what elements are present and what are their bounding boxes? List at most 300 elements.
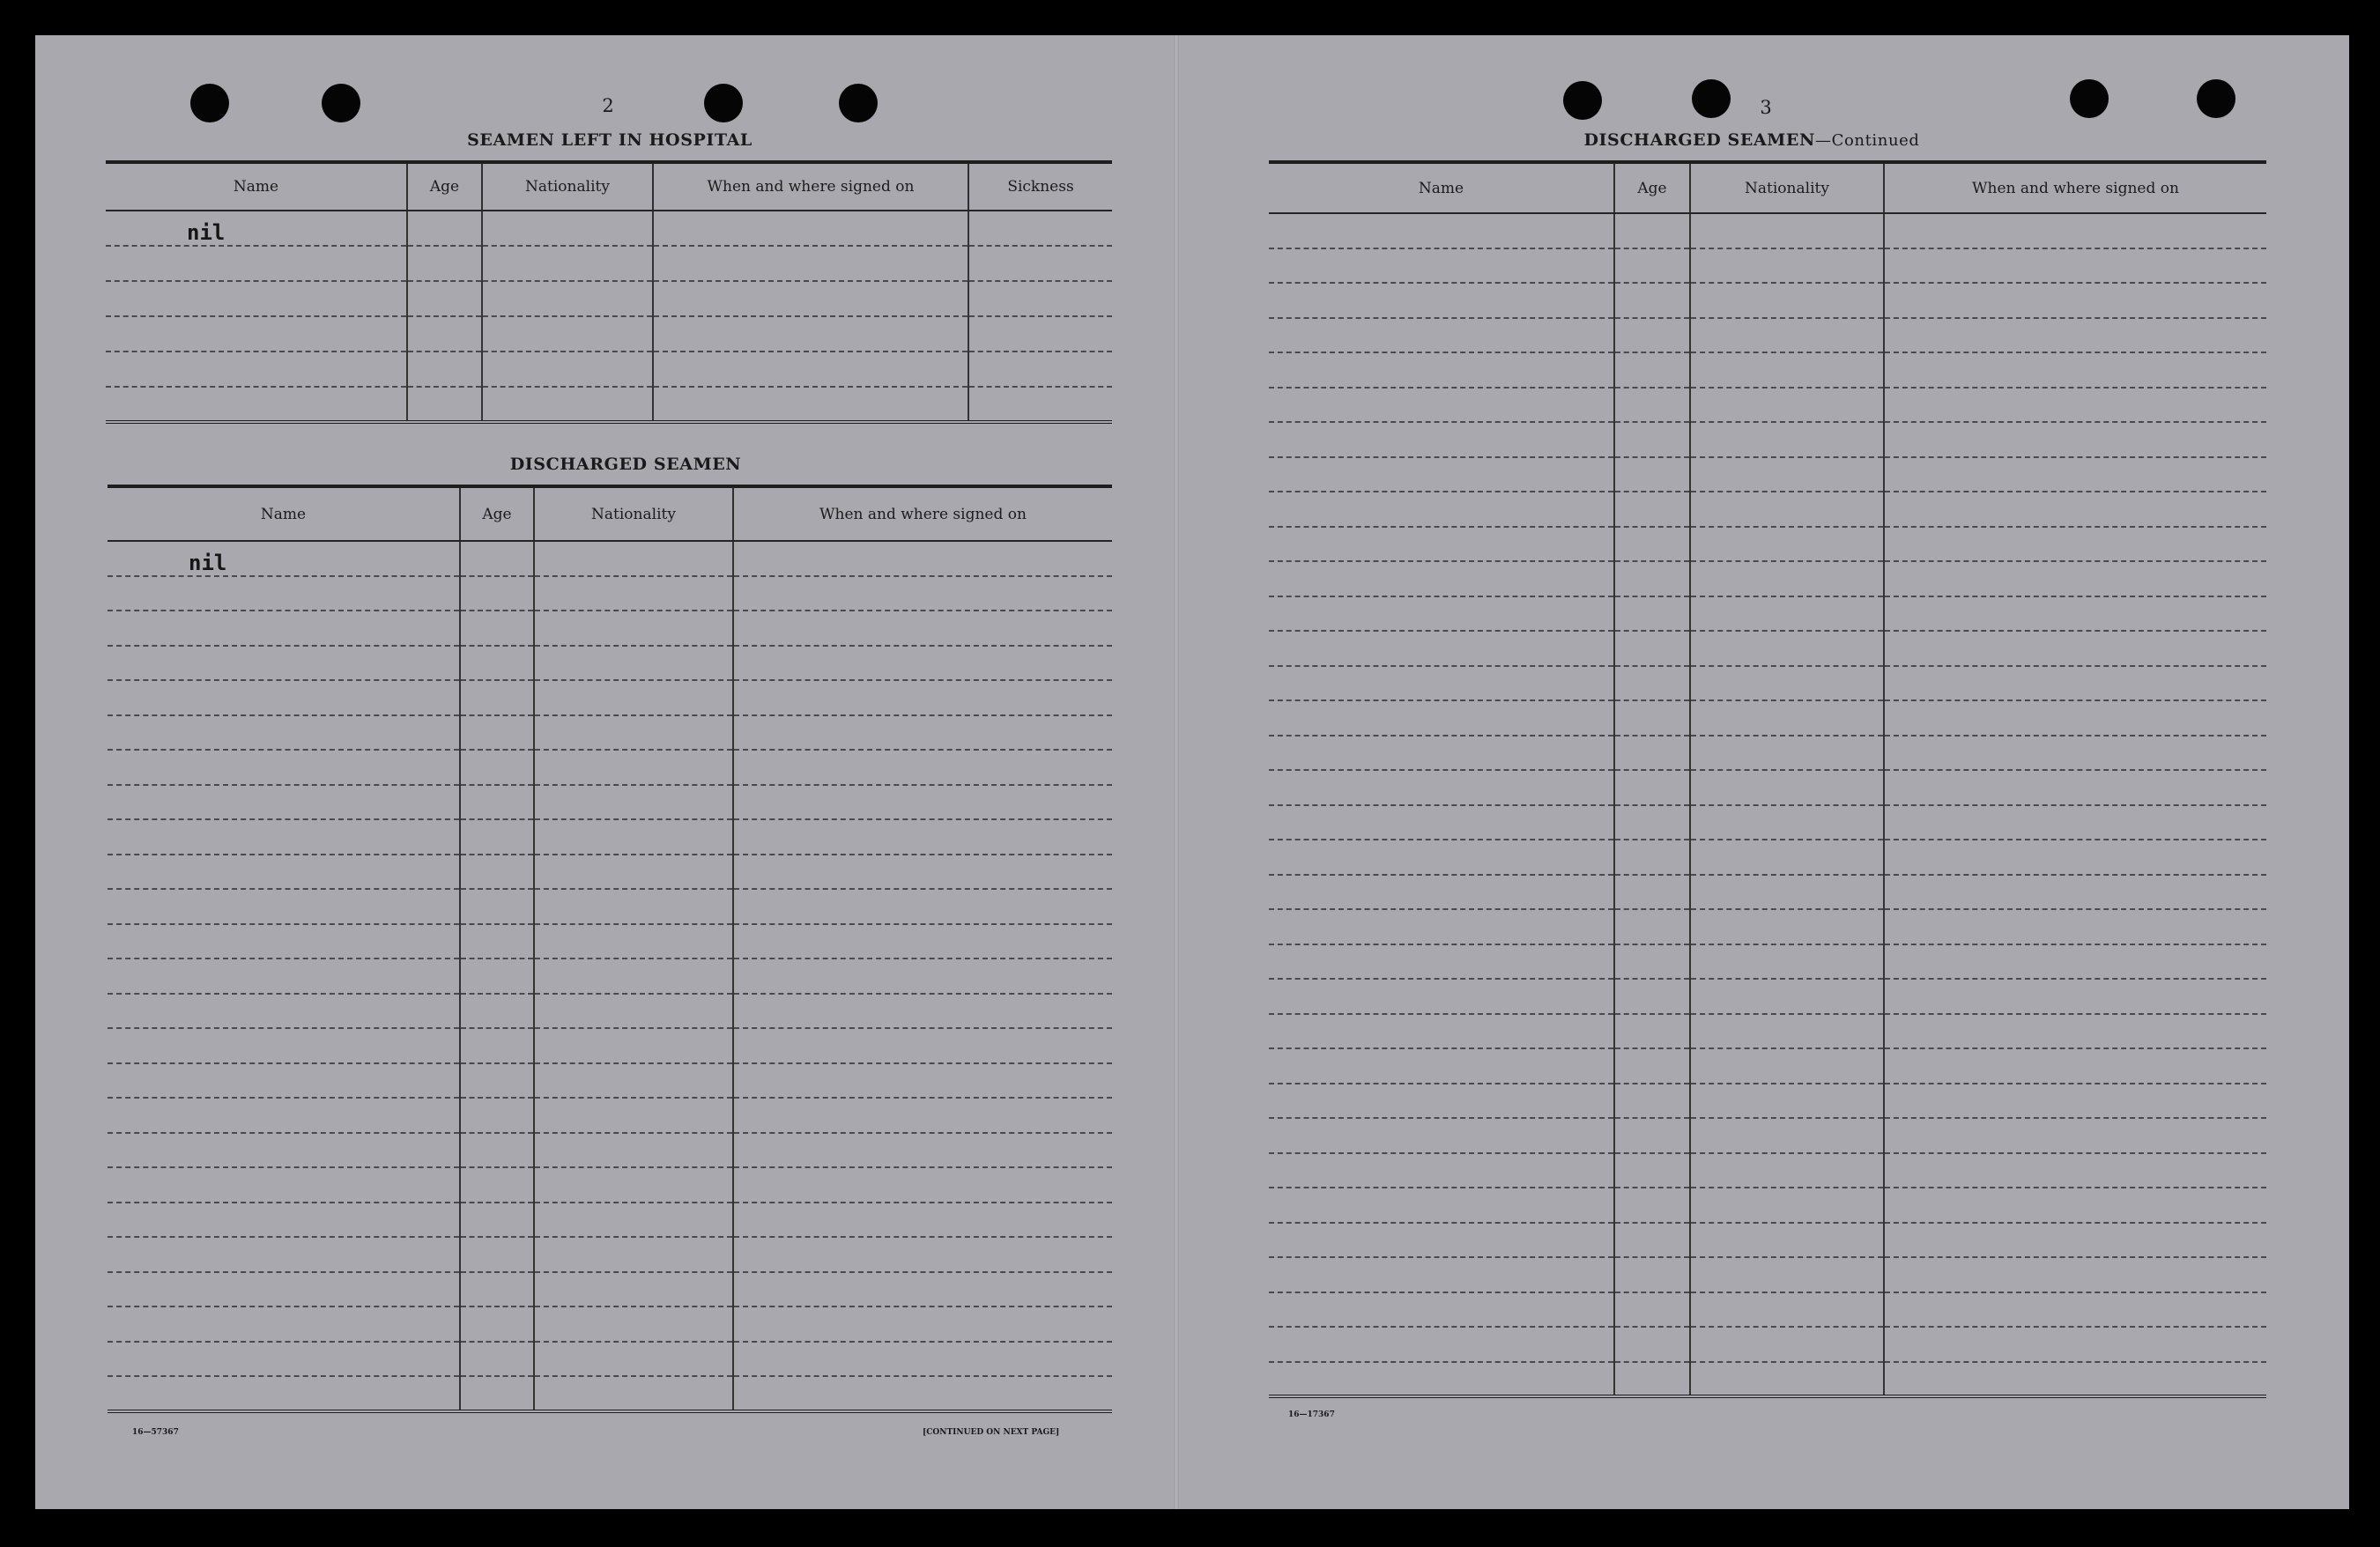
column-header: When and where signed on [653,162,968,211]
table-cell [407,316,482,352]
table-cell [108,855,460,890]
table-cell [1269,1084,1614,1119]
table-cell [534,750,733,785]
table-cell [1690,979,1884,1014]
table-row [1269,422,2266,457]
table-cell [482,246,653,281]
table-cell [1884,1327,2266,1362]
table-cell [1690,1188,1884,1223]
table-cell [106,246,407,281]
table-cell [1614,1327,1690,1362]
table-cell [1884,596,2266,632]
table-row [1269,979,2266,1014]
column-header: When and where signed on [1884,162,2266,213]
table-cell [733,1098,1112,1133]
table-cell [1269,770,1614,805]
table-cell [460,785,534,820]
table-row [1269,596,2266,632]
table-cell [407,352,482,387]
table-cell [460,1376,534,1411]
table-cell [460,1203,534,1238]
table-cell [1690,1223,1884,1258]
table-row [106,387,1112,422]
table-cell [460,611,534,646]
table-cell [1614,1153,1690,1188]
table-cell [460,889,534,924]
table-row [108,959,1112,994]
table-row [1269,1118,2266,1153]
table-cell [1690,213,1884,248]
table-cell [1884,770,2266,805]
table-cell [1614,422,1690,457]
table-cell [1614,352,1690,388]
table-cell [1690,909,1884,944]
punch-hole [322,84,360,122]
table-row [1269,700,2266,736]
table-cell [1269,840,1614,875]
table-cell [1884,527,2266,562]
table-cell [1690,770,1884,805]
table-cell [108,1203,460,1238]
table-cell [460,819,534,855]
table-cell [534,1306,733,1342]
table-row [108,924,1112,959]
table-row [106,211,1112,246]
table-cell [534,819,733,855]
table-cell [108,646,460,681]
table-cell [1690,944,1884,980]
table-cell [460,1237,534,1272]
table-cell [1269,1257,1614,1292]
table-row [1269,736,2266,771]
table-cell [1269,700,1614,736]
table-cell [460,646,534,681]
table-cell [733,576,1112,611]
table-cell [1690,631,1884,666]
table-cell [1269,492,1614,527]
table-cell [1614,492,1690,527]
table-cell [108,1167,460,1203]
table-cell [1884,213,2266,248]
punch-hole [1563,81,1602,120]
table-cell [1269,1014,1614,1049]
hospital-section-title: SEAMEN LEFT IN HOSPITAL [467,130,753,150]
table-cell [1884,492,2266,527]
table-cell [1614,457,1690,492]
table-row [1269,1292,2266,1328]
table-row [108,1133,1112,1168]
table-cell [534,1342,733,1377]
title-suffix: —Continued [1814,131,1920,150]
column-header: Age [407,162,482,211]
punch-hole [2070,79,2109,118]
table-cell [1884,283,2266,318]
title-text: DISCHARGED SEAMEN [1583,130,1815,150]
table-row [1269,527,2266,562]
table-cell [108,1306,460,1342]
column-header: Name [106,162,407,211]
table-cell [534,1133,733,1168]
table-cell [534,889,733,924]
table-cell [1269,527,1614,562]
table-cell [1884,700,2266,736]
table-cell [1690,1153,1884,1188]
table-row [108,1306,1112,1342]
table-cell [1614,805,1690,840]
table-row [108,1167,1112,1203]
table-cell [1884,561,2266,596]
table-cell [1614,1188,1690,1223]
table-cell [1690,352,1884,388]
table-cell [1614,1223,1690,1258]
table-cell [407,246,482,281]
punch-hole [1692,79,1731,118]
table-cell [1614,318,1690,353]
table-cell [482,281,653,316]
table-cell [534,680,733,715]
table-cell [1614,248,1690,284]
table-cell [1614,700,1690,736]
table-cell [460,1167,534,1203]
column-header: Age [1614,162,1690,213]
table-row [1269,1084,2266,1119]
table-cell [460,994,534,1029]
table-cell [653,316,968,352]
table-cell [1690,318,1884,353]
table-cell [653,281,968,316]
page-number: 2 [602,95,614,116]
table-cell [1614,631,1690,666]
table-cell [1690,1118,1884,1153]
table-cell [733,1237,1112,1272]
table-cell [407,387,482,422]
page-fold [1174,35,1179,1509]
table-row [1269,1014,2266,1049]
table-cell [733,541,1112,576]
table-cell [1884,1014,2266,1049]
table-cell [1884,1223,2266,1258]
table-row [106,246,1112,281]
table-cell [733,680,1112,715]
table-cell [534,1167,733,1203]
table-cell [733,1306,1112,1342]
table-row [1269,944,2266,980]
table-cell [968,281,1112,316]
table-row [108,680,1112,715]
table-cell [460,1133,534,1168]
table-cell [733,855,1112,890]
table-cell [108,1133,460,1168]
table-row [108,576,1112,611]
table-cell [1269,318,1614,353]
table-cell [1884,388,2266,423]
table-cell [1884,631,2266,666]
table-cell [653,387,968,422]
discharged-table [108,485,1112,1413]
table-cell [1884,1048,2266,1084]
column-header: Nationality [1690,162,1884,213]
table-cell [108,1028,460,1063]
continued-note: [CONTINUED ON NEXT PAGE] [923,1428,1060,1437]
table-row [106,316,1112,352]
punch-hole [190,84,229,122]
table-cell [1884,1292,2266,1328]
table-cell [108,1376,460,1411]
table-cell [1614,909,1690,944]
table-cell [1269,283,1614,318]
table-row [108,1028,1112,1063]
table-cell [482,352,653,387]
table-cell [460,959,534,994]
table-cell [1269,805,1614,840]
table-cell [1269,248,1614,284]
table-cell [1614,1257,1690,1292]
table-cell [1269,388,1614,423]
column-header: Nationality [534,486,733,541]
table-row [1269,1223,2266,1258]
table-cell [1884,1084,2266,1119]
table-row [1269,388,2266,423]
table-cell [1269,1223,1614,1258]
table-row [106,281,1112,316]
table-cell [968,211,1112,246]
table-row [106,352,1112,387]
table-cell [108,715,460,751]
table-row [1269,1257,2266,1292]
table-cell [733,994,1112,1029]
table-row [1269,561,2266,596]
table-row [108,541,1112,576]
table-cell [1269,944,1614,980]
hospital-table [106,160,1112,424]
table-cell [460,750,534,785]
table-cell [1690,840,1884,875]
table-cell [733,959,1112,994]
table-cell [1269,979,1614,1014]
table-cell [106,281,407,316]
table-row [108,715,1112,751]
table-cell [968,352,1112,387]
table-cell [968,246,1112,281]
table-cell [1884,1118,2266,1153]
table-cell [1884,248,2266,284]
table-cell [1690,1084,1884,1119]
discharged-continued-table [1269,160,2266,1398]
table-cell [108,576,460,611]
table-cell [733,1203,1112,1238]
table-cell [460,1272,534,1307]
table-cell [733,1167,1112,1203]
table-cell [534,1098,733,1133]
table-row [1269,213,2266,248]
form-number: 16—17367 [1288,1410,1335,1419]
table-row [1269,1048,2266,1084]
table-cell [108,611,460,646]
table-cell [1690,527,1884,562]
table-cell [1614,527,1690,562]
table-row [1269,840,2266,875]
table-cell [534,1063,733,1099]
column-header: Nationality [482,162,653,211]
table-cell [1884,840,2266,875]
table-cell [1269,561,1614,596]
table-cell [460,924,534,959]
table-cell [1269,1327,1614,1362]
table-cell [482,211,653,246]
table-cell [534,1272,733,1307]
table-cell [460,541,534,576]
table-cell [407,211,482,246]
table-cell [1884,1153,2266,1188]
table-cell [534,576,733,611]
table-cell [407,281,482,316]
table-row [108,611,1112,646]
table-cell [733,1376,1112,1411]
table-cell [733,1028,1112,1063]
table-row [108,994,1112,1029]
table-row [108,855,1112,890]
table-cell [1884,805,2266,840]
table-cell [968,316,1112,352]
table-row [1269,805,2266,840]
table-cell [1884,318,2266,353]
table-row [1269,1153,2266,1188]
table-cell [534,994,733,1029]
table-cell [534,541,733,576]
discharged-section-title: DISCHARGED SEAMEN [509,455,742,474]
table-cell [733,646,1112,681]
table-cell [534,1237,733,1272]
table-cell [1269,1362,1614,1397]
table-cell [1884,1362,2266,1397]
table-cell [108,1098,460,1133]
table-cell [108,750,460,785]
table-cell: nil [106,211,407,246]
table-cell [733,1342,1112,1377]
table-cell [733,924,1112,959]
table-cell [1269,1188,1614,1223]
table-cell [1614,1292,1690,1328]
table-cell [460,1098,534,1133]
table-cell [733,1133,1112,1168]
table-cell [1884,875,2266,910]
table-cell [968,387,1112,422]
table-cell [1690,248,1884,284]
table-row [1269,770,2266,805]
table-cell [1269,457,1614,492]
table-cell [1884,1188,2266,1223]
table-cell [1614,388,1690,423]
table-row [1269,318,2266,353]
table-cell [653,352,968,387]
table-cell [733,750,1112,785]
table-row [108,889,1112,924]
table-cell [108,1342,460,1377]
table-cell [460,1063,534,1099]
table-cell [1269,1118,1614,1153]
table-cell [534,924,733,959]
table-row [108,1376,1112,1411]
table-cell [1614,770,1690,805]
column-header: Sickness [968,162,1112,211]
form-number: 16—57367 [132,1428,179,1437]
table-row [108,1063,1112,1099]
column-header: Age [460,486,534,541]
table-cell [1614,283,1690,318]
table-row [108,1203,1112,1238]
table-cell [1269,1048,1614,1084]
table-row [1269,492,2266,527]
table-cell [1614,561,1690,596]
table-row [1269,1327,2266,1362]
table-row [1269,457,2266,492]
table-cell [1690,1048,1884,1084]
table-cell [733,1272,1112,1307]
table-cell [482,387,653,422]
table-cell [1614,944,1690,980]
table-cell [1884,422,2266,457]
table-row [1269,248,2266,284]
table-cell [733,819,1112,855]
discharged-continued-title [1583,130,1919,150]
table-cell [1614,979,1690,1014]
table-cell [460,1342,534,1377]
page-number: 3 [1760,97,1772,118]
table-cell [1690,875,1884,910]
table-cell [1614,875,1690,910]
punch-hole [2197,79,2235,118]
table-cell [108,1272,460,1307]
table-cell [1884,909,2266,944]
table-cell [1884,1257,2266,1292]
table-cell [1690,422,1884,457]
table-cell [1614,1118,1690,1153]
table-row [1269,631,2266,666]
table-cell [460,855,534,890]
table-cell [108,889,460,924]
table-row [1269,666,2266,701]
table-cell [534,715,733,751]
table-cell [106,316,407,352]
table-cell [1690,283,1884,318]
table-cell [108,1237,460,1272]
table-cell [1614,1084,1690,1119]
table-cell [108,785,460,820]
table-cell [1614,213,1690,248]
table-cell [1614,1048,1690,1084]
table-cell [460,576,534,611]
table-cell [733,611,1112,646]
table-cell [733,1063,1112,1099]
table-row [108,1098,1112,1133]
table-cell [1690,700,1884,736]
table-cell [1884,736,2266,771]
table-cell [1614,1014,1690,1049]
table-cell [106,352,407,387]
table-cell [1884,666,2266,701]
table-cell [460,1028,534,1063]
table-cell [1269,875,1614,910]
table-cell [1269,213,1614,248]
table-cell [534,646,733,681]
table-cell [1269,736,1614,771]
table-cell [733,889,1112,924]
table-cell [1690,805,1884,840]
table-row [1269,909,2266,944]
table-cell [1690,596,1884,632]
table-cell [1690,1292,1884,1328]
table-cell [653,246,968,281]
